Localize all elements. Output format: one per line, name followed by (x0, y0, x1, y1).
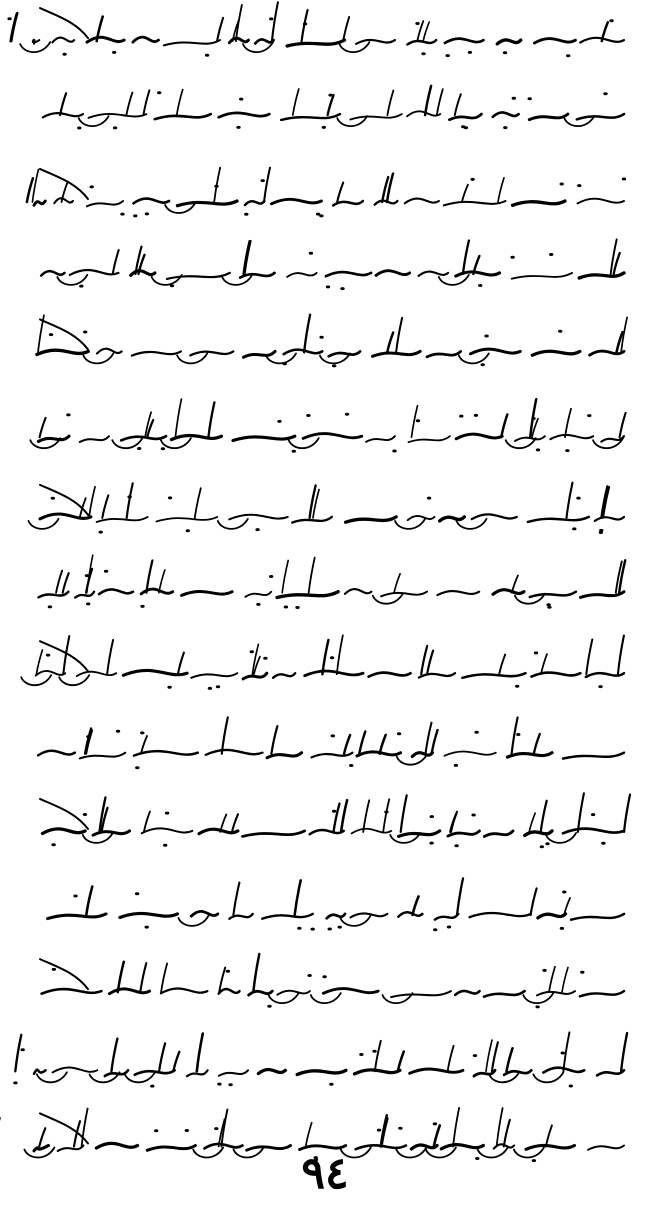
manuscript-line (28, 145, 630, 225)
manuscript-line (28, 382, 630, 462)
manuscript-line (28, 66, 630, 146)
manuscript-line (28, 540, 630, 620)
manuscript-line (28, 698, 630, 778)
manuscript-line (28, 1016, 630, 1096)
manuscript-line (28, 223, 630, 303)
manuscript-line (28, 938, 630, 1018)
handwritten-text-block (28, 10, 630, 1130)
manuscript-line (28, 0, 630, 68)
manuscript-line (28, 462, 630, 542)
manuscript-line (28, 303, 630, 383)
page-number: ٩٤ (301, 1148, 349, 1199)
manuscript-line (28, 778, 630, 858)
manuscript-line (28, 620, 630, 700)
manuscript-line (28, 858, 630, 938)
